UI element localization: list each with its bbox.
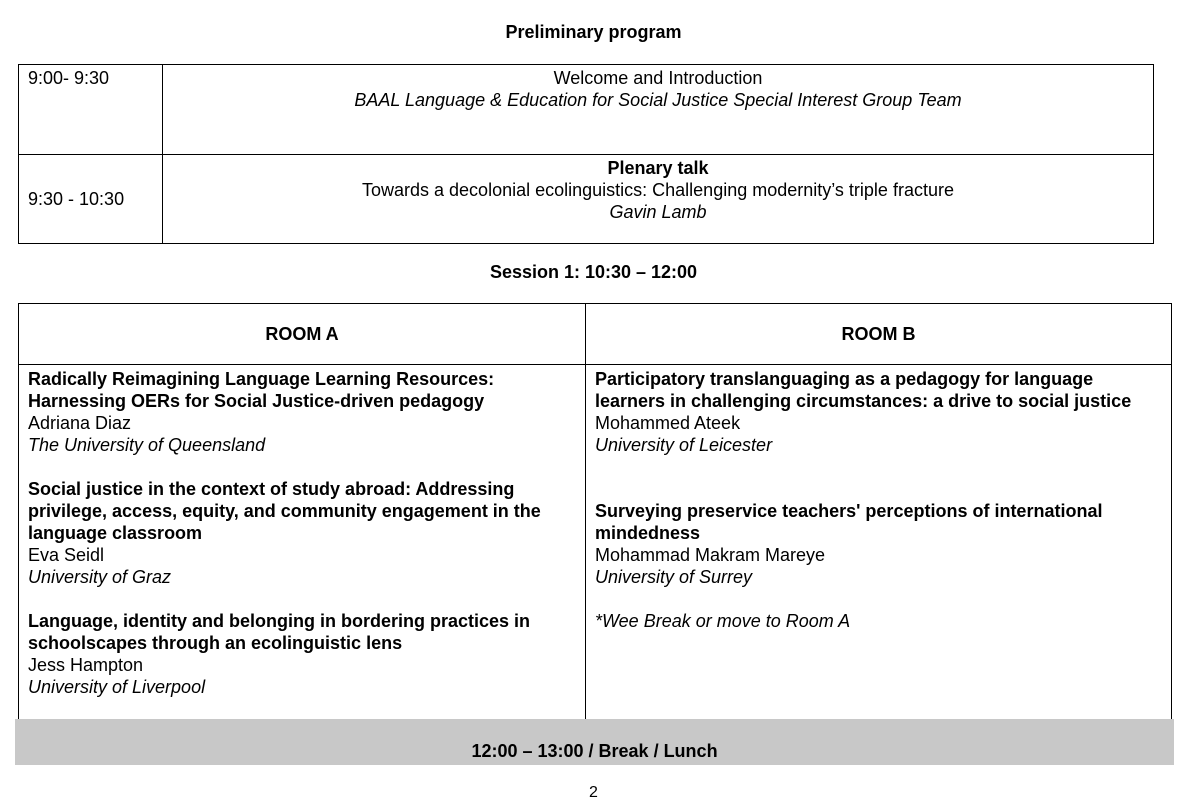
talk-speaker: Jess Hampton [28, 655, 144, 675]
page-title: Preliminary program [505, 22, 682, 42]
talk-title: Social justice in the context of study abroad: Addressing privilege, access, equity, and community engagement in the language classroom [28, 479, 541, 543]
break-note: *Wee Break or move to Room A [595, 611, 851, 631]
talk-affiliation: The University of Queensland [28, 435, 266, 455]
room-header-row [19, 304, 1172, 365]
talk-entry [595, 368, 1163, 456]
talk-affiliation: University of Leicester [595, 435, 773, 455]
event-cell [163, 65, 1154, 155]
talk-speaker: Mohammed Ateek [595, 413, 741, 433]
schedule-row-plenary [19, 155, 1154, 244]
talk-affiliation: University of Surrey [595, 567, 753, 587]
talks-row [19, 365, 1172, 720]
room-a-header: ROOM A [19, 304, 586, 365]
talk-speaker: Eva Seidl [28, 545, 105, 565]
time-cell: 9:00- 9:30 [19, 65, 163, 155]
talk-title: Language, identity and belonging in bordering practices in schoolscapes through an ecolinguistic lens [28, 611, 531, 653]
talk-title: Radically Reimagining Language Learning Resources: Harnessing OERs for Social Justice-driven pedagogy [28, 369, 495, 411]
session-table [18, 303, 1172, 720]
room-b-column [586, 365, 1172, 720]
talk-affiliation: University of Graz [28, 567, 172, 587]
talk-entry [28, 610, 577, 698]
talk-title: Participatory translanguaging as a pedagogy for language learners in challenging circumstances: a drive to social justice [595, 369, 1132, 411]
page-number: 2 [589, 784, 598, 801]
talk-entry [28, 478, 577, 588]
spacer [595, 456, 1163, 478]
lunch-break-label: 12:00 – 13:00 / Break / Lunch [471, 741, 718, 761]
room-a-column [19, 365, 586, 720]
talk-entry [595, 500, 1163, 588]
event-heading: Plenary talk [607, 158, 709, 178]
talk-speaker: Mohammad Makram Mareye [595, 545, 826, 565]
schedule-row-welcome [19, 65, 1154, 155]
talk-affiliation: University of Liverpool [28, 677, 206, 697]
event-heading: Welcome and Introduction [553, 68, 763, 88]
talk-title: Surveying preservice teachers' perceptions of international mindedness [595, 501, 1103, 543]
time-cell: 9:30 - 10:30 [19, 155, 163, 244]
plenary-speaker: Gavin Lamb [609, 202, 707, 222]
room-b-header: ROOM B [586, 304, 1172, 365]
talk-entry [28, 368, 577, 456]
talk-speaker: Adriana Diaz [28, 413, 132, 433]
event-cell [163, 155, 1154, 244]
lunch-break-bar [15, 719, 1174, 765]
session-heading: Session 1: 10:30 – 12:00 [489, 262, 698, 282]
opening-schedule-table [18, 64, 1154, 244]
spacer [595, 478, 1163, 500]
event-subtitle: BAAL Language & Education for Social Justice Special Interest Group Team [354, 90, 962, 110]
plenary-talk-title: Towards a decolonial ecolinguistics: Challenging modernity’s triple fracture [362, 180, 954, 200]
